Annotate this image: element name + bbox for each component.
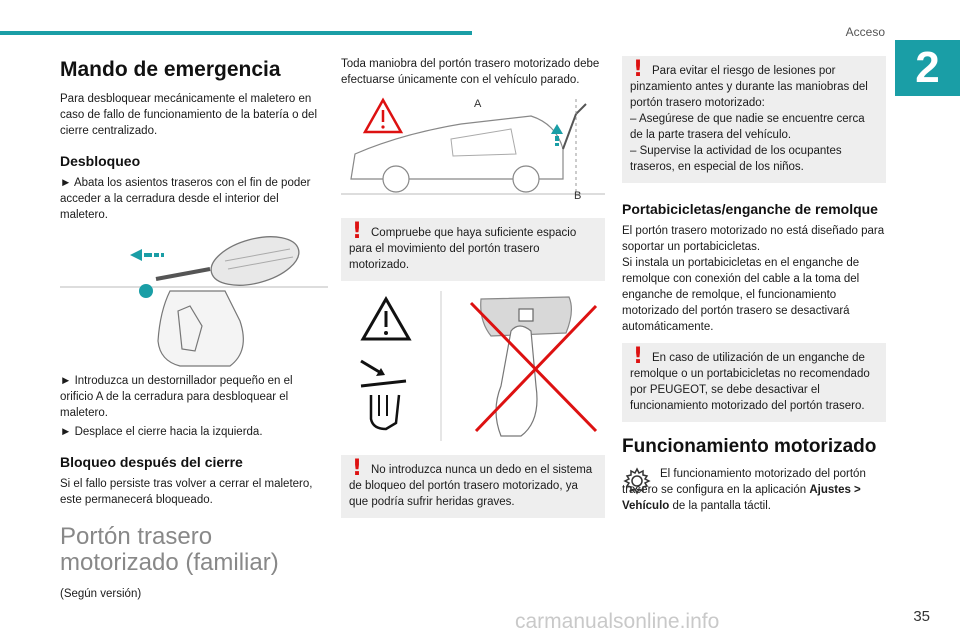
unlock-step-2: ► Introduzca un destornillador pequeño en el orificio A de la cerradura para desbloquear el maletero. [60,375,293,419]
header-accent-bar [0,31,472,35]
section-name: Acceso [845,25,885,39]
finger-hazard-figure [341,291,605,441]
unlock-heading: Desbloqueo [60,153,141,169]
warning-finger [341,455,605,518]
column-2 [341,56,605,518]
unlock-step-3: ► Desplace el cierre hacia la izquierda. [60,426,263,438]
gear-icon [622,466,652,496]
figure-label-a: A [142,324,150,334]
tailgate-intro: Toda maniobra del portón trasero motorizado debe efectuarse únicamente con el vehículo parado. [341,58,600,86]
warning-finger-text: No introduzca nunca un dedo en el sistema de bloqueo del portón trasero motorizado, ya que podría sufrir heridas graves. [349,464,593,508]
warning-hitch-text: En caso de utilización de un enganche de remolque o un portabicicletas no recomendado por PEUGEOT, se debe desactivar el funcionamiento motorizado del portón trasero. [630,352,870,412]
warning-icon: ! [633,344,644,369]
unlock-step-1: ► Abata los asientos traseros con el fin de poder acceder a la cerradura desde el interior del maletero. [60,177,311,221]
tailgate-section-title: Portón trasero motorizado (familiar) [60,523,279,576]
column-3 [622,56,886,514]
version-note: (Según versión) [60,588,142,600]
car-clearance-figure [341,94,605,206]
car-profile-illustration [341,94,605,206]
column-1 [60,56,328,605]
warning-pinch-intro: Para evitar el riesgo de lesiones por pinzamiento antes y durante las maniobras del portón trasero motorizado: [630,65,868,109]
warning-pinch [622,56,886,183]
bike-rack-text-2: Si instala un portabicicletas en el enganche de remolque con conexión del cable a la toma del enganche de remolque, el funcionamiento motorizado del portón trasero se desactivará automáticamente. [622,257,860,333]
lock-heading: Bloqueo después del cierre [60,454,243,470]
lock-text: Si el fallo persiste tras volver a cerrar el maletero, este permanecerá bloqueado. [60,478,313,506]
screwdriver-lock-figure [60,231,328,369]
finger-hazard-illustration [341,291,605,441]
bike-rack-heading: Portabicicletas/enganche de remolque [622,201,878,217]
emergency-intro: Para desbloquear mecánicamente el maletero en caso de fallo de funcionamiento de la batería o del cierre centralizado. [60,93,318,137]
screwdriver-illustration [60,231,328,369]
settings-note-text-b: de la pantalla táctil. [669,500,771,512]
watermark: carmanualsonline.info [515,610,720,633]
settings-note [622,466,886,514]
chapter-tab: 2 [895,40,960,96]
warning-icon: ! [352,219,363,244]
figure-label-b-bottom: B [574,190,582,202]
warning-icon: ! [633,57,644,82]
figure-label-a-top: A [474,98,482,110]
settings-note-text-a: El funcionamiento motorizado del portón trasero se configura en la aplicación [622,468,866,496]
motorized-heading: Funcionamiento motorizado [622,436,877,457]
page-number: 35 [913,608,930,625]
warning-hitch [622,343,886,422]
warning-space [341,218,605,281]
bike-rack-text-1: El portón trasero motorizado no está diseñado para soportar un portabicicletas. [622,225,885,253]
warning-space-text: Compruebe que haya suficiente espacio para el movimiento del portón trasero motorizado. [349,227,577,271]
warning-icon: ! [352,456,363,481]
warning-pinch-item-1: – Asegúrese de que nadie se encuentre cerca de la parte trasera del vehículo. [630,113,865,141]
emergency-title: Mando de emergencia [60,58,281,81]
warning-pinch-item-2: – Supervise la actividad de los ocupantes traseros, en especial de los niños. [630,145,842,173]
settings-path: Ajustes > Vehículo [622,484,861,512]
